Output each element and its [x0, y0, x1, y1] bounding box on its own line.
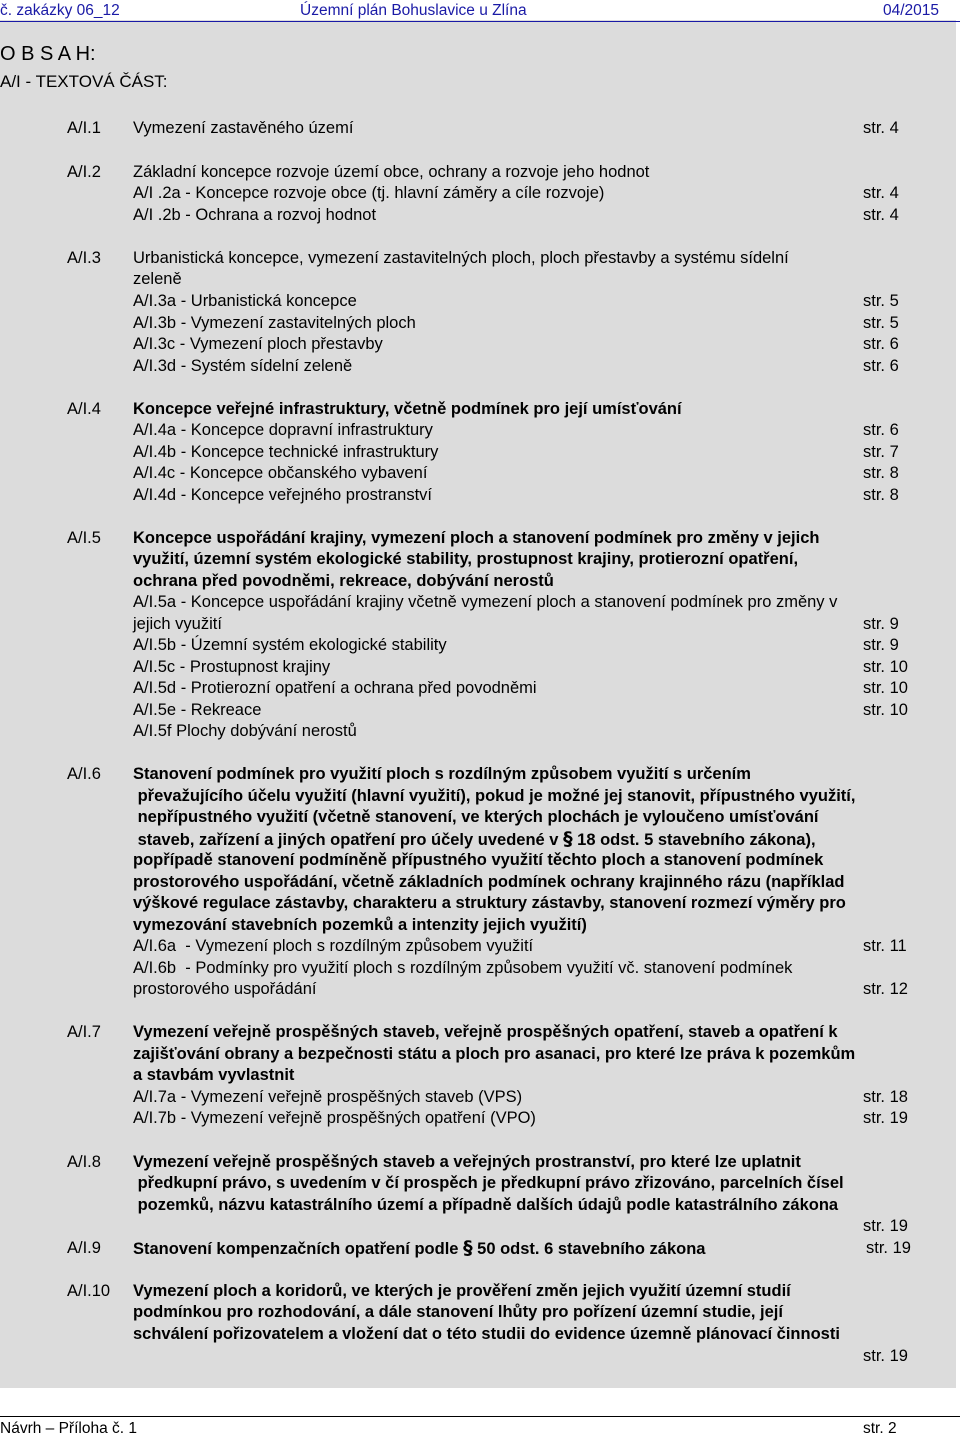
- entry-number: A/I.5: [67, 529, 101, 547]
- sub-page: str. 6: [863, 357, 899, 375]
- title-text: 18 odst. 5 stavebního zákona),: [572, 831, 816, 849]
- entry-page: str. 4: [863, 119, 899, 137]
- sub-page: str. 18: [863, 1088, 908, 1106]
- entry-title-line: Stanovení podmínek pro využití ploch s rozdílným způsobem využití s určením: [133, 765, 751, 783]
- sub-title: A/I.7a - Vymezení veřejně prospěšných staveb (VPS): [133, 1088, 523, 1106]
- entry-title: Vymezení zastavěného území: [133, 119, 354, 137]
- part-title: A/I - TEXTOVÁ ČÁST:: [0, 72, 168, 91]
- sub-page: str. 12: [863, 980, 908, 998]
- entry-number: A/I.3: [67, 249, 101, 267]
- entry-title-line: prostorového uspořádání, včetně základních podmínek ochrany krajinného rázu (například: [133, 873, 845, 891]
- sub-page: str. 11: [863, 937, 907, 955]
- sub-title: A/I .2a - Koncepce rozvoje obce (tj. hlavní záměry a cíle rozvoje): [133, 184, 605, 202]
- sub-title: A/I.5a - Koncepce uspořádání krajiny včetně vymezení ploch a stanovení podmínek pro změny v: [133, 593, 838, 611]
- sub-page: str. 8: [863, 464, 899, 482]
- sub-page: str. 10: [863, 701, 908, 719]
- sub-page: str. 6: [863, 335, 899, 353]
- sub-page: str. 9: [863, 636, 899, 654]
- entry-title-line: zajišťování obrany a bezpečnosti státu a ploch pro asanaci, pro které lze práva k pozemkům: [133, 1045, 856, 1063]
- sub-page: str. 8: [863, 486, 899, 504]
- entry-title: Koncepce veřejné infrastruktury, včetně podmínek pro její umísťování: [133, 400, 682, 418]
- header-date: 04/2015: [883, 2, 940, 19]
- entry-number: A/I.8: [67, 1153, 101, 1171]
- sub-title: jejich využití: [133, 615, 222, 633]
- entry-title-line: nepřípustného využití (včetně stanovení, ve kterých plochách je vyloučeno umísťování: [133, 808, 819, 826]
- sub-title: A/I.5b - Územní systém ekologické stability: [133, 636, 447, 654]
- sub-page: str. 7: [863, 443, 899, 461]
- header-document-title: Územní plán Bohuslavice u Zlína: [300, 2, 527, 19]
- title-text: Stanovení kompenzačních opatření podle: [133, 1240, 464, 1258]
- entry-number: A/I.2: [67, 163, 101, 181]
- entry-title-line: podmínkou pro rozhodování, a dále stanovení lhůty pro pořízení územní studie, její: [133, 1303, 783, 1321]
- sub-title: A/I.5f Plochy dobývání nerostů: [133, 722, 357, 740]
- sub-title: A/I.5d - Protierozní opatření a ochrana před povodněmi: [133, 679, 537, 697]
- section-sign-icon: §: [563, 828, 573, 850]
- sub-title: A/I.4d - Koncepce veřejného prostranství: [133, 486, 432, 504]
- sub-page: str. 9: [863, 615, 899, 633]
- sub-title: A/I.6b - Podmínky pro využití ploch s rozdílným způsobem využití vč. stanovení podmínek: [133, 959, 793, 977]
- contents-title: O B S A H:: [0, 43, 96, 65]
- entry-title-line: [133, 829, 816, 852]
- footer-label: Návrh – Příloha č. 1: [0, 1420, 137, 1437]
- sub-title: prostorového uspořádání: [133, 980, 317, 998]
- sub-title: A/I.7b - Vymezení veřejně prospěšných opatření (VPO): [133, 1109, 536, 1127]
- sub-title: A/I.3a - Urbanistická koncepce: [133, 292, 357, 310]
- sub-title: A/I .2b - Ochrana a rozvoj hodnot: [133, 206, 377, 224]
- sub-page: str. 5: [863, 314, 899, 332]
- entry-page: str. 19: [866, 1239, 911, 1257]
- entry-number: A/I.1: [67, 119, 101, 137]
- entry-title-line: Vymezení veřejně prospěšných staveb a veřejných prostranství, pro které lze uplatnit: [133, 1153, 801, 1171]
- sub-title: A/I.4b - Koncepce technické infrastruktury: [133, 443, 439, 461]
- sub-page: str. 4: [863, 206, 899, 224]
- entry-title-line: zeleně: [133, 270, 182, 288]
- sub-title: A/I.5e - Rekreace: [133, 701, 262, 719]
- entry-title: [133, 1238, 705, 1261]
- sub-page: str. 6: [863, 421, 899, 439]
- entry-title-line: převažujícího účelu využití (hlavní využití), pokud je možné jej stanovit, přípustného využití,: [133, 787, 856, 805]
- entry-title-line: a stavbám vyvlastnit: [133, 1066, 295, 1084]
- entry-title-line: Vymezení ploch a koridorů, ve kterých je prověření změn jejich využití územní studií: [133, 1282, 791, 1300]
- title-text: staveb, zařízení a jiných opatření pro účely uvedené v: [133, 831, 564, 849]
- header-divider: [0, 21, 960, 22]
- entry-title-line: popřípadě stanovení podmíněně přípustného využití těchto ploch a stanovení podmínek: [133, 851, 824, 869]
- entry-title-line: využití, územní systém ekologické stability, prostupnost krajiny, protierozní opatření,: [133, 550, 799, 568]
- entry-title-line: předkupní právo, s uvedením v čí prospěch je předkupní právo zřizováno, parcelních čísel: [133, 1174, 844, 1192]
- entry-title: Základní koncepce rozvoje území obce, ochrany a rozvoje jeho hodnot: [133, 163, 650, 181]
- section-sign-icon: §: [463, 1237, 473, 1259]
- sub-title: A/I.6a - Vymezení ploch s rozdílným způsobem využití: [133, 937, 534, 955]
- entry-page: str. 19: [863, 1217, 908, 1235]
- sub-title: A/I.5c - Prostupnost krajiny: [133, 658, 331, 676]
- entry-title-line: pozemků, názvu katastrálního území a případně dalších údajů podle katastrálního zákona: [133, 1196, 839, 1214]
- entry-title-line: Koncepce uspořádání krajiny, vymezení ploch a stanovení podmínek pro změny v jejich: [133, 529, 820, 547]
- sub-title: A/I.4c - Koncepce občanského vybavení: [133, 464, 428, 482]
- entry-number: A/I.9: [67, 1239, 101, 1257]
- sub-page: str. 5: [863, 292, 899, 310]
- entry-title-line: vymezování stavebních pozemků a intenzity jejich využití): [133, 916, 587, 934]
- sub-title: A/I.3d - Systém sídelní zeleně: [133, 357, 353, 375]
- footer-page-number: str. 2: [863, 1420, 897, 1437]
- entry-number: A/I.7: [67, 1023, 101, 1041]
- entry-number: A/I.6: [67, 765, 101, 783]
- title-text: 50 odst. 6 stavebního zákona: [472, 1240, 706, 1258]
- entry-title-line: ochrana před povodněmi, rekreace, dobývání nerostů: [133, 572, 554, 590]
- entry-number: A/I.4: [67, 400, 101, 418]
- page-header: [0, 0, 960, 22]
- sub-title: A/I.4a - Koncepce dopravní infrastruktury: [133, 421, 433, 439]
- sub-page: str. 10: [863, 679, 908, 697]
- sub-page: str. 19: [863, 1109, 908, 1127]
- header-contract-number: č. zakázky 06_12: [0, 2, 120, 19]
- footer-divider: [0, 1416, 960, 1417]
- sub-title: A/I.3c - Vymezení ploch přestavby: [133, 335, 383, 353]
- entry-page: str. 19: [863, 1347, 908, 1365]
- entry-number: A/I.10: [67, 1282, 111, 1300]
- sub-page: str. 10: [863, 658, 908, 676]
- sub-title: A/I.3b - Vymezení zastavitelných ploch: [133, 314, 416, 332]
- sub-page: str. 4: [863, 184, 899, 202]
- entry-title-line: Urbanistická koncepce, vymezení zastavitelných ploch, ploch přestavby a systému sídelní: [133, 249, 789, 267]
- entry-title-line: schválení pořizovatelem a vložení dat o této studii do evidence územně plánovací činnosti: [133, 1325, 840, 1343]
- entry-title-line: výškové regulace zástavby, charakteru a struktury zástavby, stanovení rozmezí výměry pro: [133, 894, 846, 912]
- entry-title-line: Vymezení veřejně prospěšných staveb, veřejně prospěšných opatření, staveb a opatření k: [133, 1023, 838, 1041]
